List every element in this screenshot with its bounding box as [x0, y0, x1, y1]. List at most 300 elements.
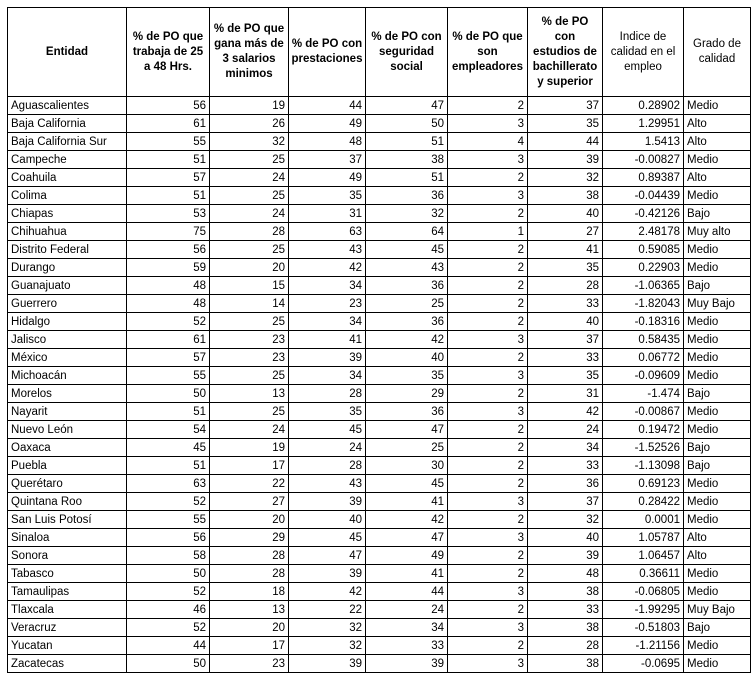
cell-salary: 24 — [210, 169, 289, 187]
cell-benefits: 39 — [289, 565, 366, 583]
cell-salary: 18 — [210, 583, 289, 601]
cell-quality-grade: Medio — [684, 583, 751, 601]
cell-hours: 46 — [127, 601, 210, 619]
cell-salary: 26 — [210, 115, 289, 133]
cell-social-security: 50 — [366, 115, 448, 133]
cell-entidad: México — [8, 349, 127, 367]
cell-benefits: 22 — [289, 601, 366, 619]
table-body — [8, 97, 751, 673]
cell-salary: 13 — [210, 385, 289, 403]
cell-social-security: 47 — [366, 529, 448, 547]
cell-quality-grade: Bajo — [684, 277, 751, 295]
table-row — [8, 493, 751, 511]
cell-hours: 50 — [127, 565, 210, 583]
cell-education: 32 — [528, 169, 603, 187]
cell-quality-index: -0.04439 — [603, 187, 684, 205]
cell-salary: 19 — [210, 97, 289, 115]
cell-social-security: 41 — [366, 565, 448, 583]
cell-salary: 25 — [210, 241, 289, 259]
cell-entidad: Zacatecas — [8, 655, 127, 673]
cell-benefits: 24 — [289, 439, 366, 457]
cell-social-security: 34 — [366, 619, 448, 637]
cell-hours: 56 — [127, 241, 210, 259]
cell-hours: 45 — [127, 439, 210, 457]
cell-salary: 25 — [210, 313, 289, 331]
cell-entidad: Colima — [8, 187, 127, 205]
cell-education: 35 — [528, 115, 603, 133]
cell-quality-grade: Medio — [684, 187, 751, 205]
cell-benefits: 39 — [289, 349, 366, 367]
cell-education: 38 — [528, 619, 603, 637]
cell-quality-grade: Bajo — [684, 457, 751, 475]
cell-hours: 75 — [127, 223, 210, 241]
header-hours: % de PO que trabaja de 25 a 48 Hrs. — [127, 8, 210, 97]
cell-social-security: 43 — [366, 259, 448, 277]
cell-hours: 57 — [127, 349, 210, 367]
cell-salary: 22 — [210, 475, 289, 493]
cell-employers: 3 — [448, 151, 528, 169]
header-quality-grade: Grado de calidad — [684, 8, 751, 97]
cell-quality-grade: Medio — [684, 367, 751, 385]
cell-benefits: 34 — [289, 367, 366, 385]
cell-hours: 61 — [127, 115, 210, 133]
cell-benefits: 35 — [289, 187, 366, 205]
cell-salary: 28 — [210, 223, 289, 241]
cell-salary: 23 — [210, 655, 289, 673]
cell-employers: 2 — [448, 169, 528, 187]
cell-social-security: 41 — [366, 493, 448, 511]
cell-salary: 25 — [210, 403, 289, 421]
cell-employers: 3 — [448, 115, 528, 133]
cell-quality-index: 0.28422 — [603, 493, 684, 511]
cell-quality-index: 0.19472 — [603, 421, 684, 439]
cell-social-security: 47 — [366, 97, 448, 115]
cell-benefits: 63 — [289, 223, 366, 241]
cell-entidad: Campeche — [8, 151, 127, 169]
cell-employers: 2 — [448, 277, 528, 295]
cell-salary: 13 — [210, 601, 289, 619]
cell-entidad: Michoacán — [8, 367, 127, 385]
cell-entidad: Puebla — [8, 457, 127, 475]
cell-entidad: Tamaulipas — [8, 583, 127, 601]
cell-employers: 3 — [448, 655, 528, 673]
cell-entidad: Hidalgo — [8, 313, 127, 331]
cell-employers: 3 — [448, 583, 528, 601]
cell-salary: 32 — [210, 133, 289, 151]
cell-hours: 51 — [127, 457, 210, 475]
cell-entidad: Nuevo León — [8, 421, 127, 439]
cell-entidad: Sonora — [8, 547, 127, 565]
header-row — [8, 8, 751, 97]
cell-hours: 58 — [127, 547, 210, 565]
cell-quality-grade: Medio — [684, 565, 751, 583]
cell-benefits: 41 — [289, 331, 366, 349]
cell-quality-index: -0.18316 — [603, 313, 684, 331]
cell-entidad: Sinaloa — [8, 529, 127, 547]
cell-salary: 20 — [210, 259, 289, 277]
cell-social-security: 64 — [366, 223, 448, 241]
table-row — [8, 277, 751, 295]
cell-quality-index: 0.69123 — [603, 475, 684, 493]
cell-entidad: Chihuahua — [8, 223, 127, 241]
cell-education: 35 — [528, 259, 603, 277]
cell-quality-index: 0.06772 — [603, 349, 684, 367]
table-row — [8, 97, 751, 115]
cell-salary: 28 — [210, 565, 289, 583]
cell-benefits: 47 — [289, 547, 366, 565]
cell-employers: 3 — [448, 403, 528, 421]
cell-quality-index: 0.22903 — [603, 259, 684, 277]
cell-benefits: 31 — [289, 205, 366, 223]
header-social-security: % de PO con seguridad social — [366, 8, 448, 97]
cell-salary: 23 — [210, 349, 289, 367]
table-row — [8, 313, 751, 331]
cell-benefits: 39 — [289, 655, 366, 673]
cell-education: 27 — [528, 223, 603, 241]
cell-entidad: Jalisco — [8, 331, 127, 349]
cell-quality-index: -1.474 — [603, 385, 684, 403]
table-row — [8, 133, 751, 151]
cell-quality-grade: Bajo — [684, 385, 751, 403]
cell-social-security: 36 — [366, 403, 448, 421]
cell-entidad: Guanajuato — [8, 277, 127, 295]
cell-quality-index: -0.06805 — [603, 583, 684, 601]
cell-quality-index: 0.36611 — [603, 565, 684, 583]
cell-hours: 48 — [127, 295, 210, 313]
cell-social-security: 47 — [366, 421, 448, 439]
cell-quality-grade: Medio — [684, 475, 751, 493]
table-row — [8, 637, 751, 655]
cell-entidad: Durango — [8, 259, 127, 277]
cell-quality-index: -1.21156 — [603, 637, 684, 655]
cell-employers: 2 — [448, 511, 528, 529]
cell-education: 39 — [528, 151, 603, 169]
cell-salary: 20 — [210, 619, 289, 637]
cell-quality-grade: Medio — [684, 331, 751, 349]
cell-employers: 3 — [448, 529, 528, 547]
cell-salary: 15 — [210, 277, 289, 295]
cell-employers: 3 — [448, 493, 528, 511]
table-row — [8, 367, 751, 385]
cell-hours: 56 — [127, 97, 210, 115]
cell-benefits: 40 — [289, 511, 366, 529]
cell-quality-index: -0.0695 — [603, 655, 684, 673]
table-row — [8, 511, 751, 529]
cell-salary: 24 — [210, 205, 289, 223]
cell-benefits: 49 — [289, 115, 366, 133]
table-row — [8, 349, 751, 367]
table-row — [8, 439, 751, 457]
cell-benefits: 28 — [289, 385, 366, 403]
cell-social-security: 24 — [366, 601, 448, 619]
cell-benefits: 28 — [289, 457, 366, 475]
cell-quality-grade: Muy alto — [684, 223, 751, 241]
cell-education: 38 — [528, 187, 603, 205]
cell-quality-index: -1.52526 — [603, 439, 684, 457]
cell-employers: 2 — [448, 313, 528, 331]
cell-employers: 2 — [448, 241, 528, 259]
cell-quality-grade: Medio — [684, 421, 751, 439]
cell-social-security: 45 — [366, 475, 448, 493]
cell-employers: 3 — [448, 619, 528, 637]
cell-education: 40 — [528, 313, 603, 331]
cell-quality-grade: Alto — [684, 529, 751, 547]
cell-hours: 59 — [127, 259, 210, 277]
cell-employers: 4 — [448, 133, 528, 151]
table-row — [8, 421, 751, 439]
cell-salary: 14 — [210, 295, 289, 313]
cell-social-security: 42 — [366, 331, 448, 349]
cell-education: 34 — [528, 439, 603, 457]
table-row — [8, 151, 751, 169]
cell-employers: 2 — [448, 439, 528, 457]
cell-education: 38 — [528, 583, 603, 601]
cell-benefits: 48 — [289, 133, 366, 151]
cell-entidad: Guerrero — [8, 295, 127, 313]
cell-education: 33 — [528, 349, 603, 367]
cell-social-security: 29 — [366, 385, 448, 403]
cell-education: 41 — [528, 241, 603, 259]
cell-employers: 3 — [448, 331, 528, 349]
cell-employers: 2 — [448, 475, 528, 493]
cell-benefits: 34 — [289, 313, 366, 331]
cell-entidad: Querétaro — [8, 475, 127, 493]
cell-employers: 3 — [448, 367, 528, 385]
cell-social-security: 25 — [366, 439, 448, 457]
cell-quality-index: 1.05787 — [603, 529, 684, 547]
cell-salary: 27 — [210, 493, 289, 511]
header-benefits: % de PO con prestaciones — [289, 8, 366, 97]
cell-entidad: Coahuila — [8, 169, 127, 187]
cell-benefits: 32 — [289, 637, 366, 655]
cell-education: 37 — [528, 493, 603, 511]
cell-salary: 24 — [210, 421, 289, 439]
cell-social-security: 39 — [366, 655, 448, 673]
cell-employers: 2 — [448, 637, 528, 655]
cell-salary: 25 — [210, 187, 289, 205]
cell-salary: 25 — [210, 151, 289, 169]
cell-benefits: 43 — [289, 241, 366, 259]
employment-quality-table — [7, 7, 751, 673]
cell-quality-grade: Medio — [684, 511, 751, 529]
cell-benefits: 42 — [289, 259, 366, 277]
cell-quality-grade: Bajo — [684, 619, 751, 637]
cell-social-security: 25 — [366, 295, 448, 313]
cell-benefits: 44 — [289, 97, 366, 115]
cell-employers: 2 — [448, 259, 528, 277]
cell-quality-index: -0.51803 — [603, 619, 684, 637]
cell-salary: 17 — [210, 637, 289, 655]
cell-benefits: 23 — [289, 295, 366, 313]
cell-hours: 61 — [127, 331, 210, 349]
cell-employers: 2 — [448, 601, 528, 619]
cell-quality-index: 1.5413 — [603, 133, 684, 151]
cell-social-security: 51 — [366, 169, 448, 187]
cell-benefits: 32 — [289, 619, 366, 637]
cell-hours: 51 — [127, 187, 210, 205]
cell-education: 24 — [528, 421, 603, 439]
cell-entidad: Veracruz — [8, 619, 127, 637]
cell-salary: 28 — [210, 547, 289, 565]
cell-hours: 51 — [127, 151, 210, 169]
table-container — [7, 7, 751, 673]
cell-quality-grade: Medio — [684, 403, 751, 421]
cell-quality-index: 1.06457 — [603, 547, 684, 565]
cell-employers: 2 — [448, 349, 528, 367]
cell-quality-index: -1.99295 — [603, 601, 684, 619]
cell-social-security: 45 — [366, 241, 448, 259]
cell-quality-grade: Muy Bajo — [684, 601, 751, 619]
cell-hours: 52 — [127, 313, 210, 331]
table-row — [8, 475, 751, 493]
cell-salary: 23 — [210, 331, 289, 349]
cell-employers: 2 — [448, 295, 528, 313]
cell-education: 32 — [528, 511, 603, 529]
cell-quality-index: 0.0001 — [603, 511, 684, 529]
cell-social-security: 44 — [366, 583, 448, 601]
cell-hours: 52 — [127, 619, 210, 637]
cell-entidad: Baja California Sur — [8, 133, 127, 151]
cell-quality-index: 0.89387 — [603, 169, 684, 187]
cell-quality-index: 0.28902 — [603, 97, 684, 115]
cell-social-security: 38 — [366, 151, 448, 169]
cell-quality-index: -0.09609 — [603, 367, 684, 385]
cell-employers: 2 — [448, 421, 528, 439]
cell-education: 28 — [528, 637, 603, 655]
cell-hours: 50 — [127, 655, 210, 673]
table-row — [8, 655, 751, 673]
cell-entidad: Yucatan — [8, 637, 127, 655]
table-row — [8, 187, 751, 205]
table-row — [8, 169, 751, 187]
cell-entidad: Chiapas — [8, 205, 127, 223]
cell-quality-grade: Medio — [684, 259, 751, 277]
cell-social-security: 32 — [366, 205, 448, 223]
cell-quality-grade: Medio — [684, 349, 751, 367]
cell-education: 39 — [528, 547, 603, 565]
header-entidad: Entidad — [8, 8, 127, 97]
cell-entidad: San Luis Potosí — [8, 511, 127, 529]
cell-hours: 52 — [127, 493, 210, 511]
cell-entidad: Aguascalientes — [8, 97, 127, 115]
table-row — [8, 403, 751, 421]
cell-entidad: Tlaxcala — [8, 601, 127, 619]
cell-employers: 2 — [448, 385, 528, 403]
cell-benefits: 37 — [289, 151, 366, 169]
cell-social-security: 33 — [366, 637, 448, 655]
cell-quality-grade: Bajo — [684, 205, 751, 223]
cell-entidad: Distrito Federal — [8, 241, 127, 259]
cell-education: 40 — [528, 205, 603, 223]
table-row — [8, 115, 751, 133]
table-row — [8, 259, 751, 277]
cell-social-security: 36 — [366, 313, 448, 331]
cell-education: 35 — [528, 367, 603, 385]
cell-employers: 2 — [448, 547, 528, 565]
cell-benefits: 39 — [289, 493, 366, 511]
cell-social-security: 35 — [366, 367, 448, 385]
table-row — [8, 583, 751, 601]
cell-benefits: 45 — [289, 529, 366, 547]
cell-education: 37 — [528, 331, 603, 349]
cell-education: 38 — [528, 655, 603, 673]
cell-employers: 2 — [448, 457, 528, 475]
cell-quality-grade: Medio — [684, 97, 751, 115]
cell-quality-index: -0.00827 — [603, 151, 684, 169]
cell-quality-index: 1.29951 — [603, 115, 684, 133]
cell-hours: 57 — [127, 169, 210, 187]
cell-hours: 51 — [127, 403, 210, 421]
cell-social-security: 30 — [366, 457, 448, 475]
cell-education: 44 — [528, 133, 603, 151]
cell-entidad: Morelos — [8, 385, 127, 403]
header-education: % de PO con estudios de bachillerato y superior — [528, 8, 603, 97]
cell-quality-grade: Medio — [684, 637, 751, 655]
cell-salary: 29 — [210, 529, 289, 547]
cell-quality-grade: Medio — [684, 151, 751, 169]
cell-hours: 44 — [127, 637, 210, 655]
cell-education: 42 — [528, 403, 603, 421]
cell-benefits: 34 — [289, 277, 366, 295]
cell-quality-index: -1.82043 — [603, 295, 684, 313]
table-row — [8, 619, 751, 637]
cell-education: 36 — [528, 475, 603, 493]
cell-quality-grade: Muy Bajo — [684, 295, 751, 313]
cell-benefits: 42 — [289, 583, 366, 601]
cell-employers: 3 — [448, 187, 528, 205]
cell-hours: 54 — [127, 421, 210, 439]
cell-quality-grade: Alto — [684, 115, 751, 133]
cell-education: 33 — [528, 601, 603, 619]
cell-quality-index: -0.00867 — [603, 403, 684, 421]
cell-hours: 48 — [127, 277, 210, 295]
cell-education: 48 — [528, 565, 603, 583]
cell-quality-grade: Alto — [684, 169, 751, 187]
cell-education: 40 — [528, 529, 603, 547]
table-row — [8, 547, 751, 565]
cell-hours: 53 — [127, 205, 210, 223]
cell-employers: 2 — [448, 565, 528, 583]
table-row — [8, 223, 751, 241]
table-row — [8, 457, 751, 475]
table-row — [8, 529, 751, 547]
cell-social-security: 36 — [366, 277, 448, 295]
cell-quality-index: 0.59085 — [603, 241, 684, 259]
cell-quality-grade: Medio — [684, 655, 751, 673]
table-row — [8, 385, 751, 403]
cell-employers: 2 — [448, 97, 528, 115]
cell-hours: 63 — [127, 475, 210, 493]
table-row — [8, 331, 751, 349]
header-quality-index: Indice de calidad en el empleo — [603, 8, 684, 97]
cell-hours: 55 — [127, 511, 210, 529]
cell-salary: 25 — [210, 367, 289, 385]
cell-hours: 55 — [127, 367, 210, 385]
cell-hours: 52 — [127, 583, 210, 601]
cell-education: 33 — [528, 295, 603, 313]
cell-quality-index: -0.42126 — [603, 205, 684, 223]
cell-salary: 17 — [210, 457, 289, 475]
cell-entidad: Baja California — [8, 115, 127, 133]
cell-employers: 1 — [448, 223, 528, 241]
table-row — [8, 241, 751, 259]
cell-hours: 55 — [127, 133, 210, 151]
cell-quality-index: -1.06365 — [603, 277, 684, 295]
cell-social-security: 49 — [366, 547, 448, 565]
cell-education: 28 — [528, 277, 603, 295]
cell-entidad: Nayarit — [8, 403, 127, 421]
cell-social-security: 42 — [366, 511, 448, 529]
